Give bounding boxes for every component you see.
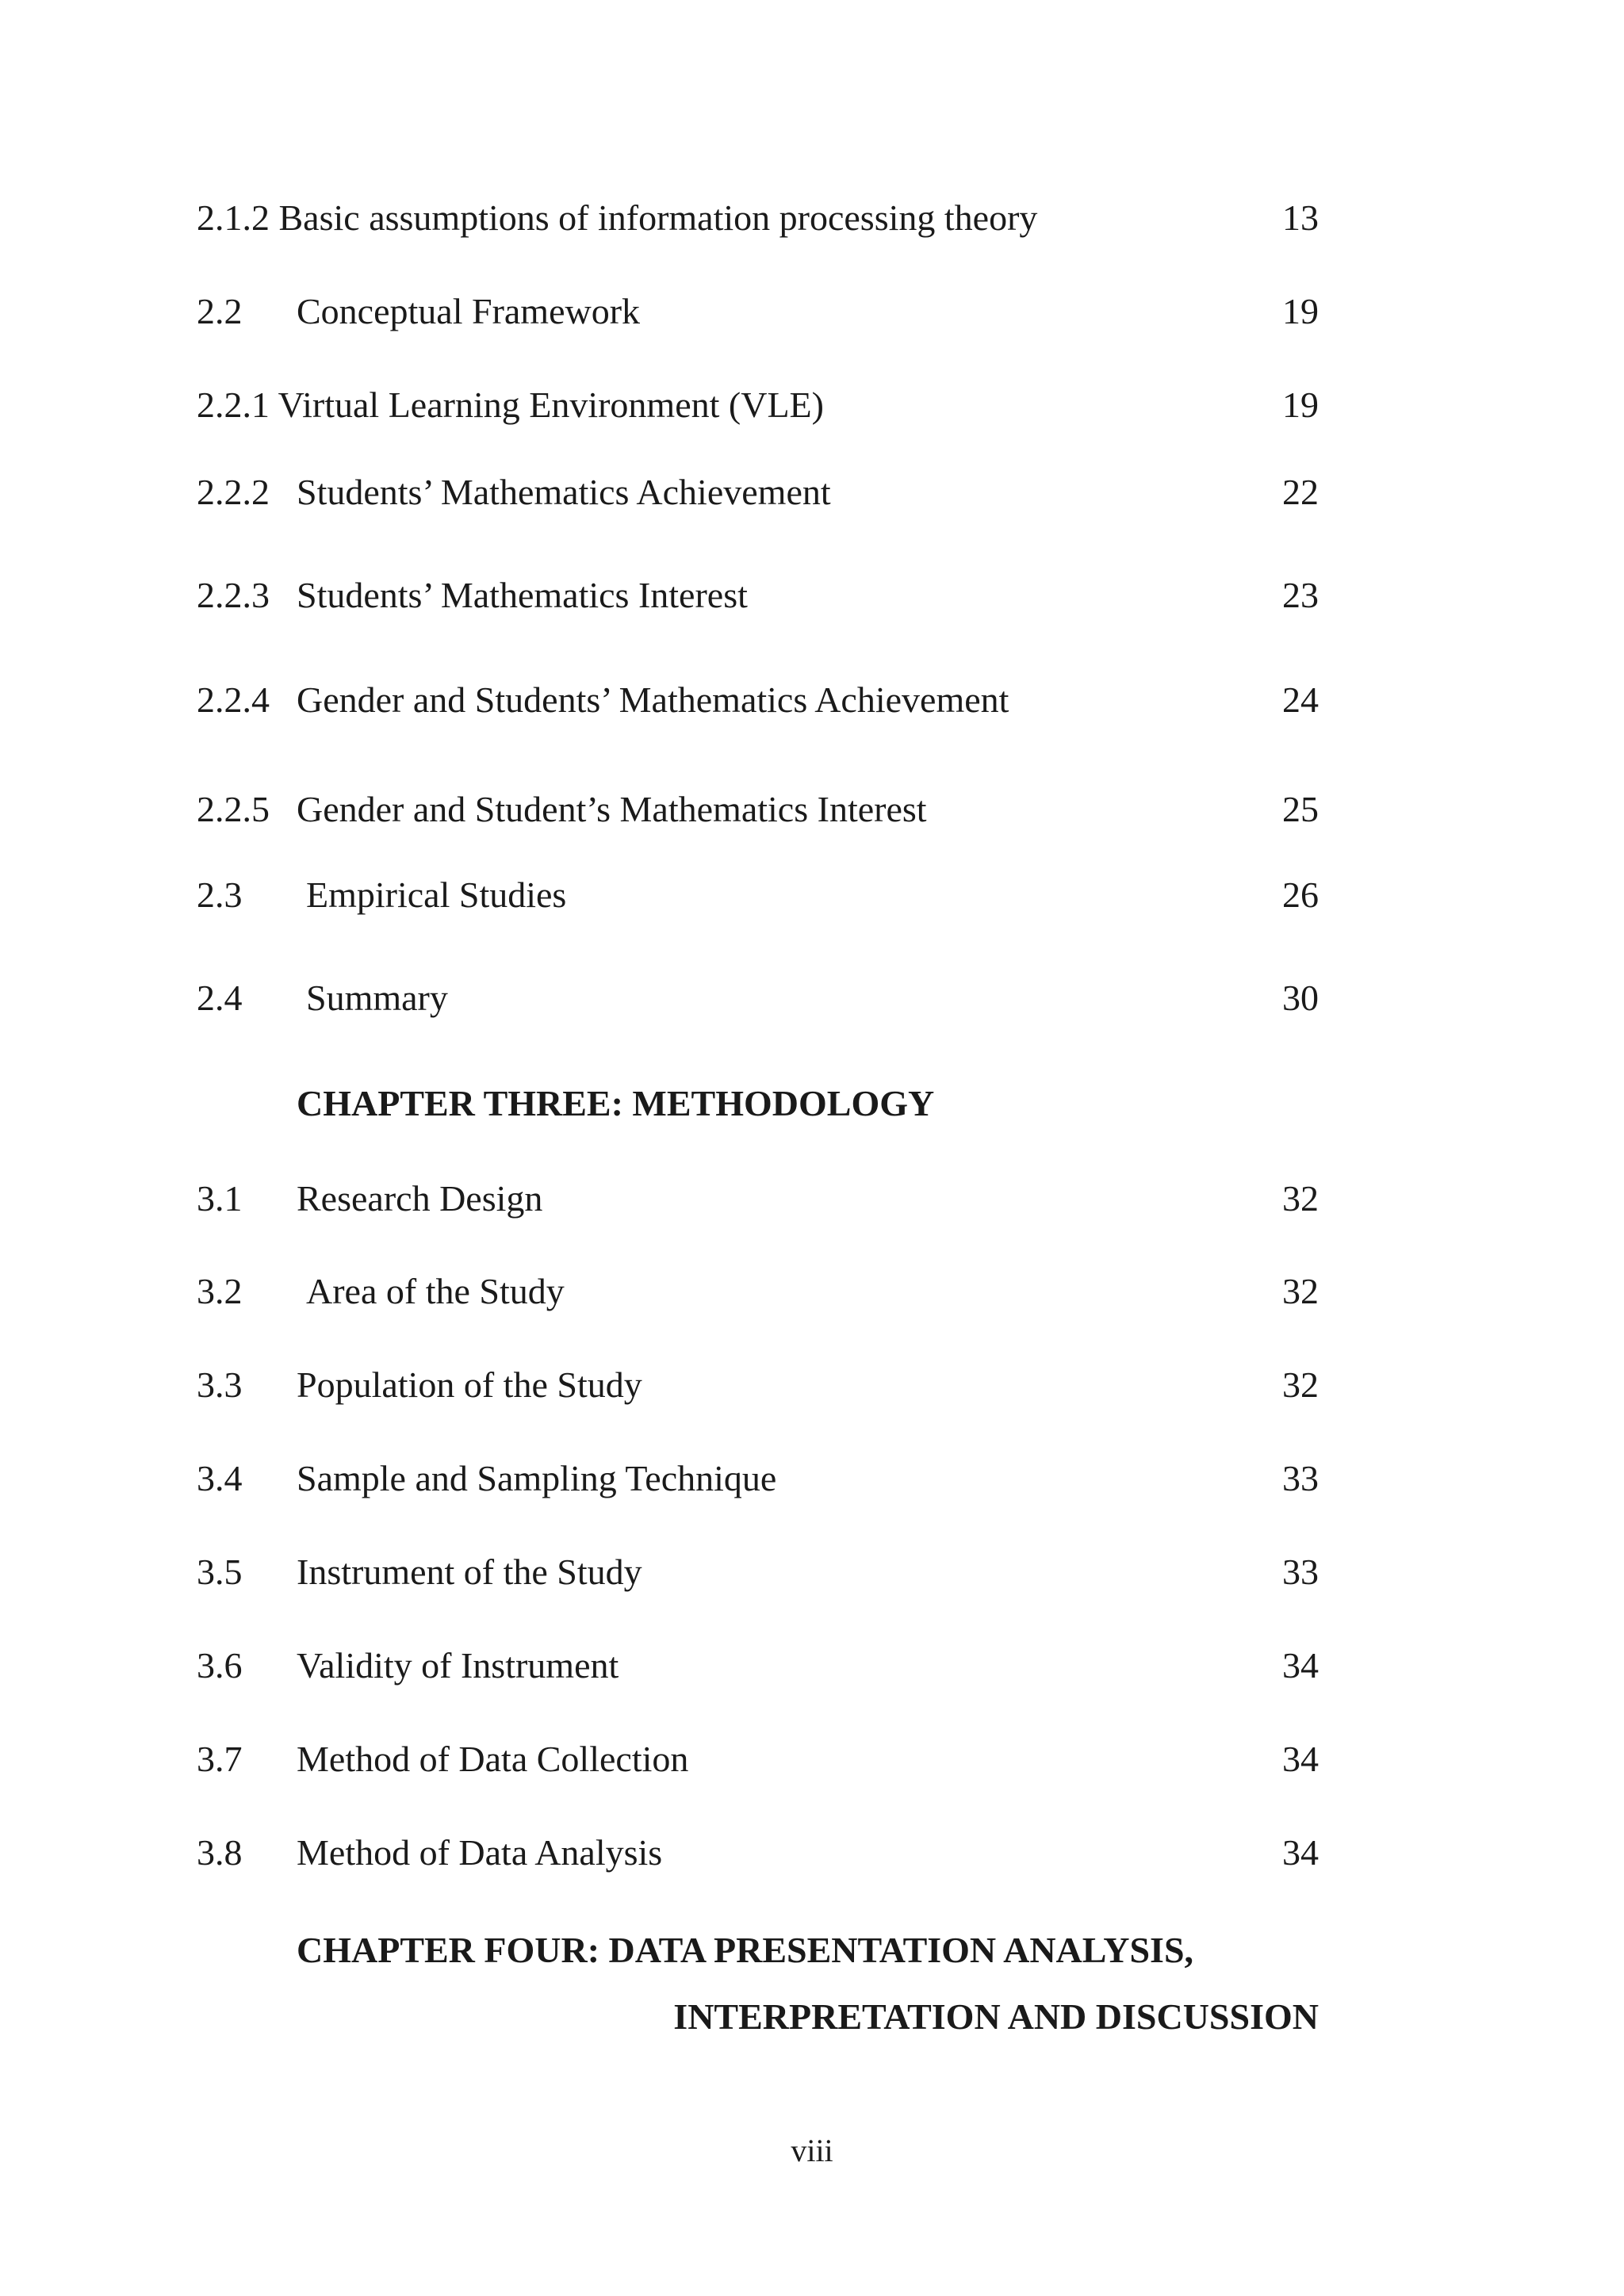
chapter-four-heading-line1: CHAPTER FOUR: DATA PRESENTATION ANALYSIS, (297, 1930, 1194, 1970)
toc-page-number: 25 (1282, 789, 1319, 829)
toc-page-number: 34 (1282, 1739, 1319, 1779)
toc-section-title: Method of Data Collection (297, 1739, 689, 1779)
toc-entry-3-7 (0, 1735, 1624, 1783)
toc-section-number: 3.1 (197, 1178, 243, 1219)
toc-section-number: 2.3 (197, 874, 243, 915)
toc-section-number: 3.8 (197, 1832, 243, 1873)
toc-section-number: 2.2.3 (197, 575, 270, 615)
toc-entry-2-2-1 (0, 381, 1624, 429)
toc-section-number: 2.2.2 (197, 472, 270, 512)
toc-entry-3-3 (0, 1361, 1624, 1409)
toc-entry-3-8 (0, 1829, 1624, 1877)
toc-page-number: 19 (1282, 385, 1319, 425)
toc-section-title: Population of the Study (297, 1364, 642, 1405)
toc-section-number: 2.2.4 (197, 679, 270, 720)
toc-section-title: Area of the Study (306, 1271, 565, 1311)
toc-section-title: Research Design (297, 1178, 543, 1219)
toc-entry-2-4 (0, 974, 1624, 1022)
toc-section-number: 2.4 (197, 978, 243, 1018)
toc-section-number: 3.6 (197, 1645, 243, 1686)
toc-section-title: Sample and Sampling Technique (297, 1458, 777, 1498)
toc-section-title: Gender and Student’s Mathematics Interest (297, 789, 927, 829)
toc-entry-3-1 (0, 1175, 1624, 1223)
toc-page-number: 26 (1282, 874, 1319, 915)
toc-page-number: 34 (1282, 1645, 1319, 1686)
toc-entry-2-1-2 (0, 194, 1624, 242)
toc-page-number: 33 (1282, 1458, 1319, 1498)
toc-entry-2-2-3 (0, 572, 1624, 619)
toc-section-title: Validity of Instrument (297, 1645, 619, 1686)
toc-entry-2-2 (0, 288, 1624, 335)
toc-page-number: 32 (1282, 1271, 1319, 1311)
toc-page-number: 22 (1282, 472, 1319, 512)
toc-entry-3-2 (0, 1268, 1624, 1315)
toc-section-title: Method of Data Analysis (297, 1832, 663, 1873)
toc-entry-3-4 (0, 1455, 1624, 1502)
toc-entry-text: 2.2.1 Virtual Learning Environment (VLE) (197, 385, 824, 425)
toc-section-title: Conceptual Framework (297, 291, 641, 331)
page-number-footer: viii (791, 2133, 833, 2168)
toc-entry-text: 2.1.2 Basic assumptions of information processing theory (197, 197, 1038, 238)
toc-section-title: Students’ Mathematics Interest (297, 575, 748, 615)
toc-page-number: 24 (1282, 679, 1319, 720)
toc-page-number: 32 (1282, 1178, 1319, 1219)
toc-section-title: Instrument of the Study (297, 1552, 642, 1592)
toc-section-number: 3.7 (197, 1739, 243, 1779)
toc-section-title: Summary (306, 978, 448, 1018)
toc-section-title: Empirical Studies (306, 874, 567, 915)
toc-section-number: 3.3 (197, 1364, 243, 1405)
toc-section-title: Gender and Students’ Mathematics Achievement (297, 679, 1009, 720)
toc-page-number: 33 (1282, 1552, 1319, 1592)
toc-page-number: 34 (1282, 1832, 1319, 1873)
toc-page-number: 19 (1282, 291, 1319, 331)
toc-page-number: 23 (1282, 575, 1319, 615)
toc-section-title: Students’ Mathematics Achievement (297, 472, 831, 512)
chapter-four-heading-line2: INTERPRETATION AND DISCUSSION (673, 1996, 1319, 2037)
toc-entry-2-3 (0, 871, 1624, 919)
toc-entry-3-6 (0, 1642, 1624, 1689)
toc-page-number: 32 (1282, 1364, 1319, 1405)
toc-page-number: 30 (1282, 978, 1319, 1018)
toc-entry-2-2-2 (0, 469, 1624, 516)
toc-section-number: 3.4 (197, 1458, 243, 1498)
chapter-three-heading: CHAPTER THREE: METHODOLOGY (297, 1083, 935, 1123)
toc-section-number: 2.2 (197, 291, 243, 331)
toc-entry-2-2-5 (0, 786, 1624, 833)
toc-section-number: 3.2 (197, 1271, 243, 1311)
toc-section-number: 3.5 (197, 1552, 243, 1592)
toc-page-number: 13 (1282, 197, 1319, 238)
toc-section-number: 2.2.5 (197, 789, 270, 829)
toc-entry-2-2-4 (0, 676, 1624, 724)
toc-entry-3-5 (0, 1548, 1624, 1596)
